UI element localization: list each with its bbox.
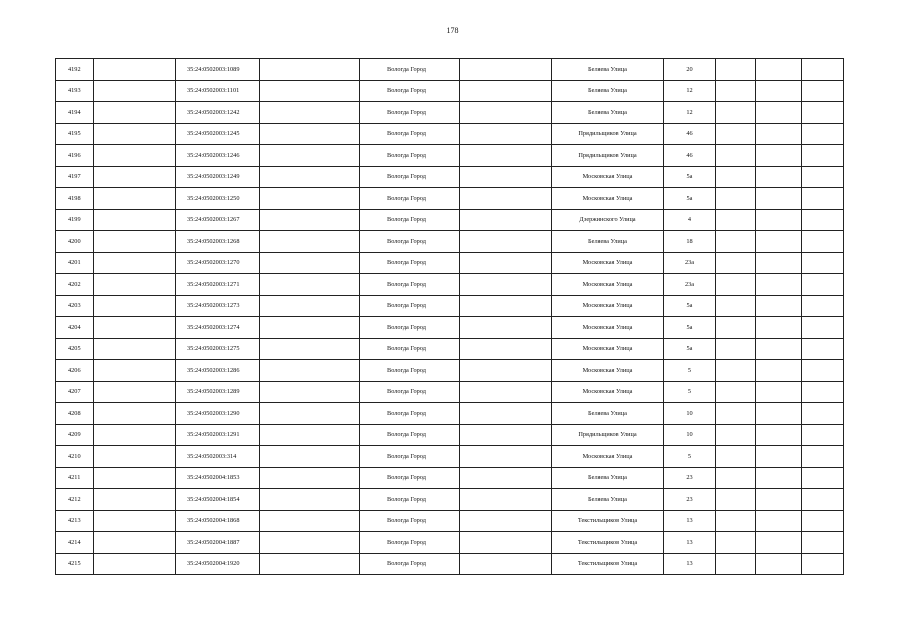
cadastral-number-cell: 35:24:0502003:1291	[176, 424, 260, 446]
city-cell: Вологда Город	[360, 403, 460, 425]
street-cell: Московская Улица	[552, 338, 664, 360]
empty-cell	[756, 532, 802, 554]
empty-cell	[94, 553, 176, 575]
street-cell: Дзержинского Улица	[552, 209, 664, 231]
empty-cell	[94, 467, 176, 489]
empty-cell	[756, 252, 802, 274]
empty-cell	[756, 360, 802, 382]
cadastral-number-cell: 35:24:0502003:1246	[176, 145, 260, 167]
empty-cell	[716, 209, 756, 231]
empty-cell	[460, 59, 552, 81]
row-number-cell: 4194	[56, 102, 94, 124]
row-number-cell: 4213	[56, 510, 94, 532]
house-number-cell: 10	[664, 403, 716, 425]
table-row	[56, 274, 844, 296]
empty-cell	[716, 102, 756, 124]
house-number-cell: 12	[664, 102, 716, 124]
house-number-cell: 12	[664, 80, 716, 102]
empty-cell	[756, 209, 802, 231]
table-body	[56, 59, 844, 575]
empty-cell	[460, 467, 552, 489]
house-number-cell: 5а	[664, 338, 716, 360]
cadastral-number-cell: 35:24:0502003:314	[176, 446, 260, 468]
house-number-cell: 23а	[664, 252, 716, 274]
city-cell: Вологда Город	[360, 231, 460, 253]
cadastral-number-cell: 35:24:0502003:1250	[176, 188, 260, 210]
empty-cell	[716, 403, 756, 425]
row-number-cell: 4214	[56, 532, 94, 554]
empty-cell	[260, 317, 360, 339]
empty-cell	[756, 317, 802, 339]
street-cell: Текстильщиков Улица	[552, 553, 664, 575]
street-cell: Московская Улица	[552, 295, 664, 317]
table-row	[56, 489, 844, 511]
empty-cell	[802, 338, 844, 360]
empty-cell	[260, 381, 360, 403]
empty-cell	[802, 446, 844, 468]
city-cell: Вологда Город	[360, 532, 460, 554]
empty-cell	[260, 209, 360, 231]
house-number-cell: 13	[664, 553, 716, 575]
empty-cell	[94, 102, 176, 124]
house-number-cell: 23	[664, 489, 716, 511]
empty-cell	[260, 274, 360, 296]
empty-cell	[756, 188, 802, 210]
empty-cell	[260, 467, 360, 489]
house-number-cell: 46	[664, 145, 716, 167]
empty-cell	[756, 80, 802, 102]
empty-cell	[460, 123, 552, 145]
empty-cell	[94, 295, 176, 317]
table-row	[56, 403, 844, 425]
cadastral-number-cell: 35:24:0502004:1868	[176, 510, 260, 532]
table-row	[56, 317, 844, 339]
empty-cell	[94, 166, 176, 188]
empty-cell	[716, 467, 756, 489]
empty-cell	[716, 532, 756, 554]
empty-cell	[94, 274, 176, 296]
empty-cell	[460, 80, 552, 102]
table-row	[56, 424, 844, 446]
empty-cell	[802, 59, 844, 81]
empty-cell	[460, 209, 552, 231]
empty-cell	[94, 338, 176, 360]
empty-cell	[716, 80, 756, 102]
city-cell: Вологда Город	[360, 145, 460, 167]
street-cell: Московская Улица	[552, 166, 664, 188]
row-number-cell: 4198	[56, 188, 94, 210]
table-row	[56, 338, 844, 360]
cadastral-number-cell: 35:24:0502003:1270	[176, 252, 260, 274]
street-cell: Прядильщиков Улица	[552, 123, 664, 145]
row-number-cell: 4202	[56, 274, 94, 296]
empty-cell	[756, 381, 802, 403]
empty-cell	[260, 295, 360, 317]
street-cell: Беляева Улица	[552, 80, 664, 102]
cadastral-number-cell: 35:24:0502003:1267	[176, 209, 260, 231]
empty-cell	[802, 403, 844, 425]
empty-cell	[460, 489, 552, 511]
empty-cell	[716, 252, 756, 274]
empty-cell	[716, 123, 756, 145]
row-number-cell: 4205	[56, 338, 94, 360]
city-cell: Вологда Город	[360, 510, 460, 532]
table-row	[56, 209, 844, 231]
cadastral-number-cell: 35:24:0502003:1242	[176, 102, 260, 124]
cadastral-number-cell: 35:24:0502004:1887	[176, 532, 260, 554]
empty-cell	[260, 188, 360, 210]
house-number-cell: 13	[664, 510, 716, 532]
empty-cell	[802, 274, 844, 296]
table-row	[56, 231, 844, 253]
house-number-cell: 5	[664, 360, 716, 382]
empty-cell	[260, 145, 360, 167]
empty-cell	[716, 59, 756, 81]
empty-cell	[94, 145, 176, 167]
empty-cell	[94, 403, 176, 425]
empty-cell	[716, 446, 756, 468]
city-cell: Вологда Город	[360, 553, 460, 575]
city-cell: Вологда Город	[360, 338, 460, 360]
row-number-cell: 4215	[56, 553, 94, 575]
empty-cell	[460, 446, 552, 468]
house-number-cell: 5а	[664, 317, 716, 339]
empty-cell	[802, 467, 844, 489]
table-row	[56, 188, 844, 210]
empty-cell	[460, 274, 552, 296]
street-cell: Беляева Улица	[552, 102, 664, 124]
house-number-cell: 5а	[664, 295, 716, 317]
empty-cell	[460, 295, 552, 317]
street-cell: Прядильщиков Улица	[552, 424, 664, 446]
empty-cell	[460, 166, 552, 188]
row-number-cell: 4209	[56, 424, 94, 446]
table-row	[56, 381, 844, 403]
house-number-cell: 5	[664, 446, 716, 468]
city-cell: Вологда Город	[360, 360, 460, 382]
empty-cell	[716, 231, 756, 253]
empty-cell	[802, 489, 844, 511]
street-cell: Беляева Улица	[552, 403, 664, 425]
empty-cell	[94, 381, 176, 403]
empty-cell	[716, 381, 756, 403]
empty-cell	[260, 80, 360, 102]
cadastral-number-cell: 35:24:0502003:1273	[176, 295, 260, 317]
empty-cell	[756, 510, 802, 532]
table-row	[56, 102, 844, 124]
empty-cell	[716, 166, 756, 188]
empty-cell	[460, 102, 552, 124]
house-number-cell: 10	[664, 424, 716, 446]
empty-cell	[260, 231, 360, 253]
empty-cell	[756, 467, 802, 489]
street-cell: Беляева Улица	[552, 489, 664, 511]
empty-cell	[802, 510, 844, 532]
empty-cell	[756, 489, 802, 511]
empty-cell	[716, 553, 756, 575]
street-cell: Московская Улица	[552, 360, 664, 382]
empty-cell	[94, 510, 176, 532]
street-cell: Беляева Улица	[552, 467, 664, 489]
empty-cell	[716, 188, 756, 210]
city-cell: Вологда Город	[360, 209, 460, 231]
table-row	[56, 510, 844, 532]
street-cell: Московская Улица	[552, 274, 664, 296]
row-number-cell: 4207	[56, 381, 94, 403]
empty-cell	[716, 145, 756, 167]
row-number-cell: 4210	[56, 446, 94, 468]
empty-cell	[756, 166, 802, 188]
table-row	[56, 553, 844, 575]
house-number-cell: 4	[664, 209, 716, 231]
page-number: 178	[446, 26, 459, 35]
cadastral-number-cell: 35:24:0502003:1290	[176, 403, 260, 425]
empty-cell	[802, 553, 844, 575]
table-row	[56, 446, 844, 468]
empty-cell	[460, 510, 552, 532]
cadastral-number-cell: 35:24:0502003:1271	[176, 274, 260, 296]
empty-cell	[802, 231, 844, 253]
row-number-cell: 4195	[56, 123, 94, 145]
empty-cell	[802, 317, 844, 339]
house-number-cell: 13	[664, 532, 716, 554]
empty-cell	[756, 424, 802, 446]
empty-cell	[460, 252, 552, 274]
empty-cell	[94, 123, 176, 145]
empty-cell	[716, 317, 756, 339]
city-cell: Вологда Город	[360, 317, 460, 339]
empty-cell	[802, 80, 844, 102]
empty-cell	[716, 360, 756, 382]
empty-cell	[460, 145, 552, 167]
row-number-cell: 4204	[56, 317, 94, 339]
empty-cell	[460, 403, 552, 425]
empty-cell	[94, 532, 176, 554]
house-number-cell: 5а	[664, 166, 716, 188]
city-cell: Вологда Город	[360, 166, 460, 188]
table-row	[56, 252, 844, 274]
row-number-cell: 4201	[56, 252, 94, 274]
empty-cell	[460, 532, 552, 554]
empty-cell	[94, 317, 176, 339]
street-cell: Прядильщиков Улица	[552, 145, 664, 167]
street-cell: Московская Улица	[552, 381, 664, 403]
empty-cell	[756, 274, 802, 296]
street-cell: Текстильщиков Улица	[552, 532, 664, 554]
empty-cell	[94, 360, 176, 382]
street-cell: Московская Улица	[552, 446, 664, 468]
empty-cell	[716, 338, 756, 360]
city-cell: Вологда Город	[360, 467, 460, 489]
table-row	[56, 295, 844, 317]
empty-cell	[94, 80, 176, 102]
house-number-cell: 23	[664, 467, 716, 489]
empty-cell	[756, 403, 802, 425]
empty-cell	[756, 295, 802, 317]
empty-cell	[260, 489, 360, 511]
empty-cell	[460, 424, 552, 446]
table-row	[56, 532, 844, 554]
empty-cell	[756, 231, 802, 253]
cadastral-number-cell: 35:24:0502003:1245	[176, 123, 260, 145]
empty-cell	[260, 166, 360, 188]
city-cell: Вологда Город	[360, 424, 460, 446]
row-number-cell: 4206	[56, 360, 94, 382]
empty-cell	[260, 403, 360, 425]
row-number-cell: 4203	[56, 295, 94, 317]
empty-cell	[260, 59, 360, 81]
empty-cell	[756, 123, 802, 145]
empty-cell	[460, 317, 552, 339]
house-number-cell: 5	[664, 381, 716, 403]
table-row	[56, 360, 844, 382]
empty-cell	[260, 360, 360, 382]
row-number-cell: 4212	[56, 489, 94, 511]
empty-cell	[260, 510, 360, 532]
house-number-cell: 18	[664, 231, 716, 253]
empty-cell	[94, 59, 176, 81]
cadastral-number-cell: 35:24:0502003:1275	[176, 338, 260, 360]
empty-cell	[802, 424, 844, 446]
empty-cell	[802, 123, 844, 145]
table-row	[56, 166, 844, 188]
table-row	[56, 145, 844, 167]
empty-cell	[460, 381, 552, 403]
table-row	[56, 467, 844, 489]
city-cell: Вологда Город	[360, 489, 460, 511]
empty-cell	[460, 338, 552, 360]
empty-cell	[802, 209, 844, 231]
empty-cell	[802, 295, 844, 317]
empty-cell	[802, 166, 844, 188]
empty-cell	[802, 360, 844, 382]
empty-cell	[802, 381, 844, 403]
empty-cell	[94, 188, 176, 210]
street-cell: Беляева Улица	[552, 231, 664, 253]
empty-cell	[94, 209, 176, 231]
empty-cell	[94, 489, 176, 511]
empty-cell	[260, 123, 360, 145]
empty-cell	[260, 553, 360, 575]
city-cell: Вологда Город	[360, 446, 460, 468]
row-number-cell: 4196	[56, 145, 94, 167]
city-cell: Вологда Город	[360, 80, 460, 102]
empty-cell	[716, 424, 756, 446]
empty-cell	[260, 338, 360, 360]
cadastral-number-cell: 35:24:0502003:1289	[176, 381, 260, 403]
row-number-cell: 4200	[56, 231, 94, 253]
house-number-cell: 5а	[664, 188, 716, 210]
empty-cell	[94, 446, 176, 468]
street-cell: Московская Улица	[552, 317, 664, 339]
cadastral-number-cell: 35:24:0502003:1268	[176, 231, 260, 253]
city-cell: Вологда Город	[360, 59, 460, 81]
cadastral-number-cell: 35:24:0502004:1854	[176, 489, 260, 511]
house-number-cell: 20	[664, 59, 716, 81]
row-number-cell: 4208	[56, 403, 94, 425]
empty-cell	[716, 274, 756, 296]
empty-cell	[260, 532, 360, 554]
empty-cell	[260, 446, 360, 468]
empty-cell	[716, 489, 756, 511]
empty-cell	[94, 231, 176, 253]
city-cell: Вологда Город	[360, 381, 460, 403]
city-cell: Вологда Город	[360, 274, 460, 296]
cadastral-number-cell: 35:24:0502004:1853	[176, 467, 260, 489]
empty-cell	[260, 252, 360, 274]
empty-cell	[756, 145, 802, 167]
empty-cell	[802, 145, 844, 167]
table-row	[56, 123, 844, 145]
house-number-cell: 46	[664, 123, 716, 145]
empty-cell	[260, 424, 360, 446]
empty-cell	[756, 553, 802, 575]
city-cell: Вологда Город	[360, 102, 460, 124]
cadastral-number-cell: 35:24:0502004:1920	[176, 553, 260, 575]
row-number-cell: 4192	[56, 59, 94, 81]
row-number-cell: 4211	[56, 467, 94, 489]
cadastral-number-cell: 35:24:0502003:1089	[176, 59, 260, 81]
row-number-cell: 4197	[56, 166, 94, 188]
empty-cell	[716, 295, 756, 317]
city-cell: Вологда Город	[360, 252, 460, 274]
cadastral-number-cell: 35:24:0502003:1101	[176, 80, 260, 102]
cadastral-number-cell: 35:24:0502003:1249	[176, 166, 260, 188]
street-cell: Московская Улица	[552, 188, 664, 210]
empty-cell	[460, 360, 552, 382]
empty-cell	[802, 102, 844, 124]
cadastral-number-cell: 35:24:0502003:1274	[176, 317, 260, 339]
cadastral-number-cell: 35:24:0502003:1286	[176, 360, 260, 382]
empty-cell	[94, 424, 176, 446]
empty-cell	[460, 231, 552, 253]
city-cell: Вологда Город	[360, 188, 460, 210]
empty-cell	[260, 102, 360, 124]
empty-cell	[756, 338, 802, 360]
street-cell: Московская Улица	[552, 252, 664, 274]
table-row	[56, 80, 844, 102]
empty-cell	[756, 102, 802, 124]
empty-cell	[460, 553, 552, 575]
street-cell: Текстильщиков Улица	[552, 510, 664, 532]
empty-cell	[460, 188, 552, 210]
empty-cell	[802, 532, 844, 554]
city-cell: Вологда Город	[360, 123, 460, 145]
empty-cell	[802, 252, 844, 274]
row-number-cell: 4193	[56, 80, 94, 102]
empty-cell	[756, 59, 802, 81]
city-cell: Вологда Город	[360, 295, 460, 317]
registry-table	[55, 58, 844, 575]
house-number-cell: 23а	[664, 274, 716, 296]
empty-cell	[94, 252, 176, 274]
street-cell: Беляева Улица	[552, 59, 664, 81]
empty-cell	[756, 446, 802, 468]
empty-cell	[716, 510, 756, 532]
empty-cell	[802, 188, 844, 210]
row-number-cell: 4199	[56, 209, 94, 231]
table-row	[56, 59, 844, 81]
